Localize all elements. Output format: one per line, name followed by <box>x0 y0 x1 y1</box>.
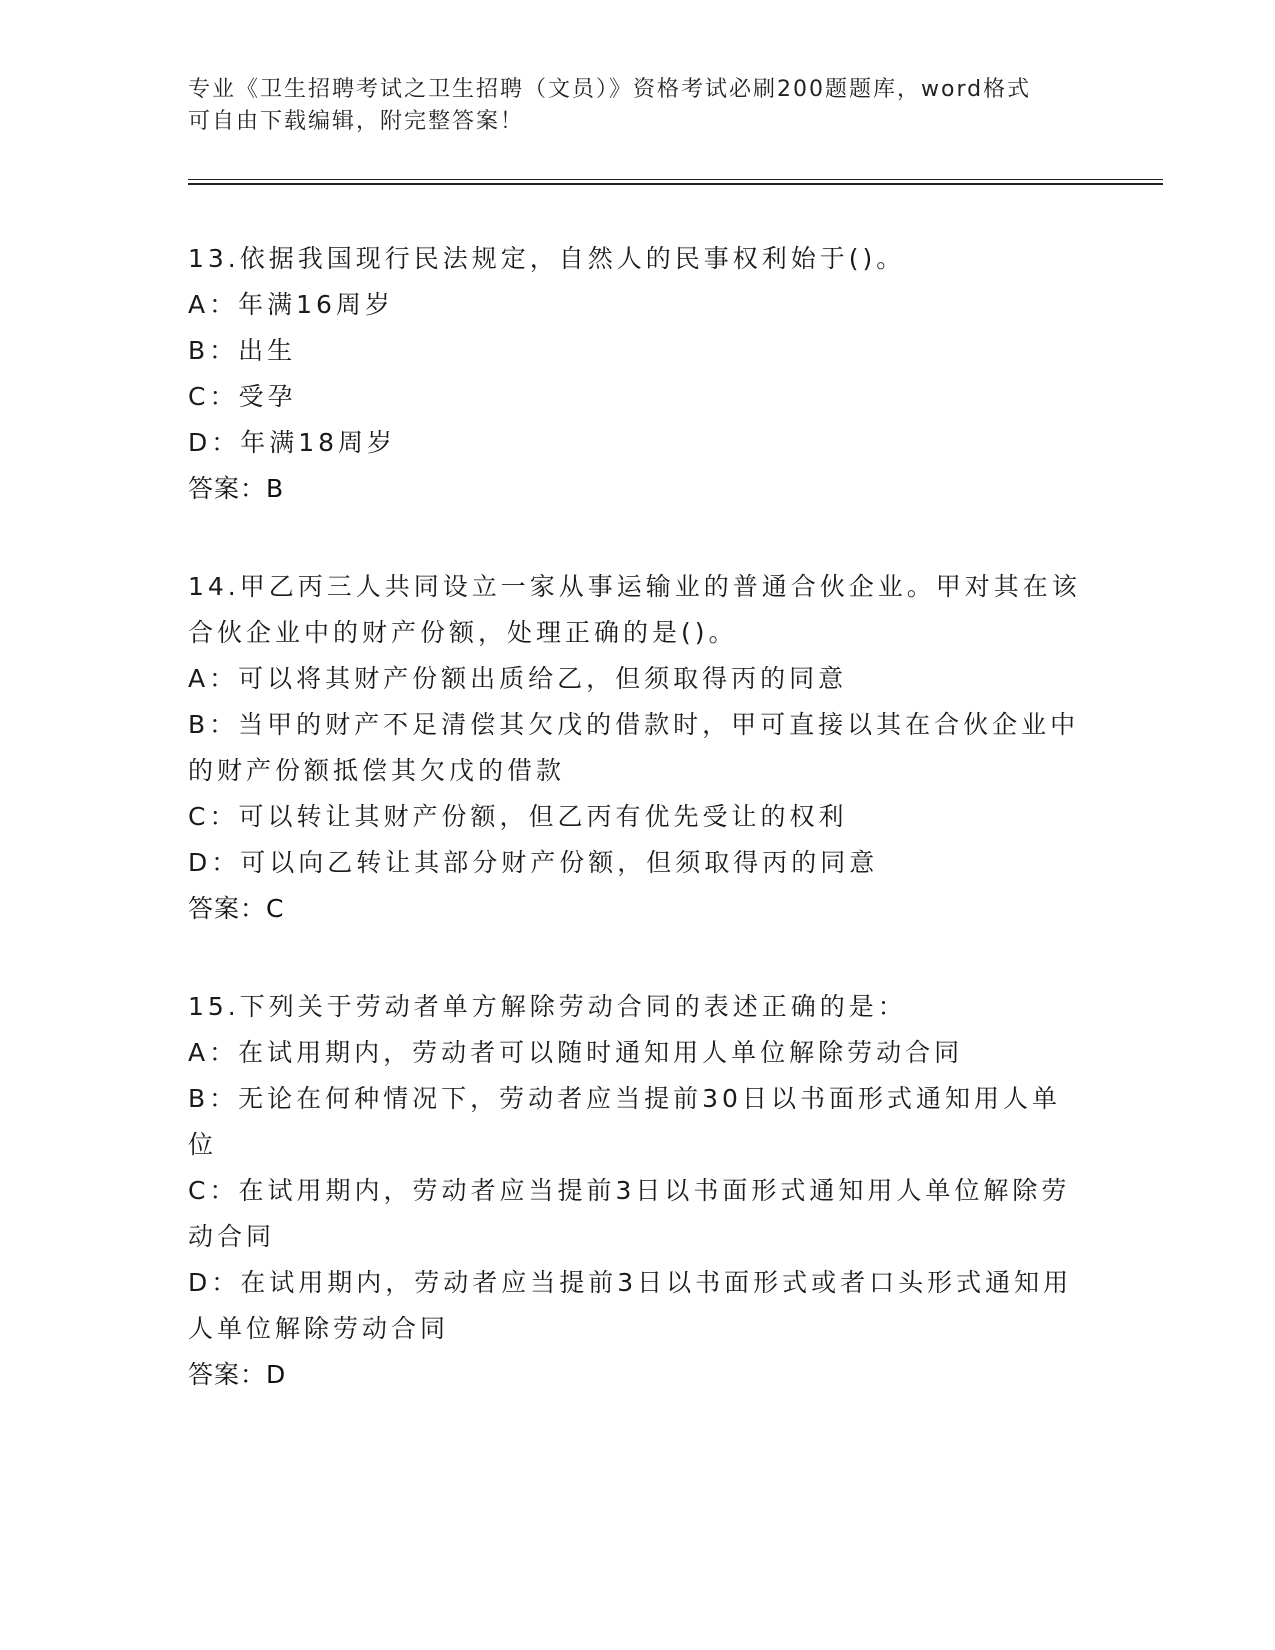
option-d-cont: 人单位解除劳动合同 <box>188 1314 450 1343</box>
question-15 <box>188 984 1088 1398</box>
option-d: D：可以向乙转让其部分财产份额，但须取得丙的同意 <box>188 848 879 877</box>
option-b-cont: 位 <box>188 1130 218 1159</box>
question-stem: 13.依据我国现行民法规定，自然人的民事权利始于()。 <box>188 244 906 273</box>
option-d: D：年满18周岁 <box>188 428 397 457</box>
document-header <box>188 74 1088 138</box>
option-b-cont: 的财产份额抵偿其欠戊的借款 <box>188 756 566 785</box>
header-line-1: 专业《卫生招聘考试之卫生招聘（文员）》资格考试必刷200题题库，word格式 <box>188 77 1032 102</box>
option-a: A：在试用期内，劳动者可以随时通知用人单位解除劳动合同 <box>188 1038 964 1067</box>
option-c: C：在试用期内，劳动者应当提前3日以书面形式通知用人单位解除劳 <box>188 1176 1071 1205</box>
header-divider-thin <box>188 179 1163 180</box>
answer-label: 答案：B <box>188 474 285 503</box>
answer-label: 答案：C <box>188 894 285 923</box>
option-c: C：可以转让其财产份额，但乙丙有优先受让的权利 <box>188 802 848 831</box>
answer-label: 答案：D <box>188 1360 287 1389</box>
question-13 <box>188 236 1088 512</box>
question-stem: 14.甲乙丙三人共同设立一家从事运输业的普通合伙企业。甲对其在该 <box>188 572 1081 601</box>
question-list <box>188 236 1088 1450</box>
option-b: B：出生 <box>188 336 297 365</box>
question-stem: 15.下列关于劳动者单方解除劳动合同的表述正确的是： <box>188 992 907 1021</box>
option-c-cont: 动合同 <box>188 1222 276 1251</box>
header-line-2: 可自由下载编辑，附完整答案！ <box>188 109 525 134</box>
option-a: A：年满16周岁 <box>188 290 394 319</box>
question-stem-cont: 合伙企业中的财产份额，处理正确的是()。 <box>188 618 738 647</box>
header-divider-thick <box>188 183 1163 185</box>
option-c: C：受孕 <box>188 382 297 411</box>
question-14 <box>188 564 1088 932</box>
option-d: D：在试用期内，劳动者应当提前3日以书面形式或者口头形式通知用 <box>188 1268 1073 1297</box>
option-b: B：无论在何种情况下，劳动者应当提前30日以书面形式通知用人单 <box>188 1084 1061 1113</box>
option-a: A：可以将其财产份额出质给乙，但须取得丙的同意 <box>188 664 848 693</box>
option-b: B：当甲的财产不足清偿其欠戊的借款时，甲可直接以其在合伙企业中 <box>188 710 1080 739</box>
